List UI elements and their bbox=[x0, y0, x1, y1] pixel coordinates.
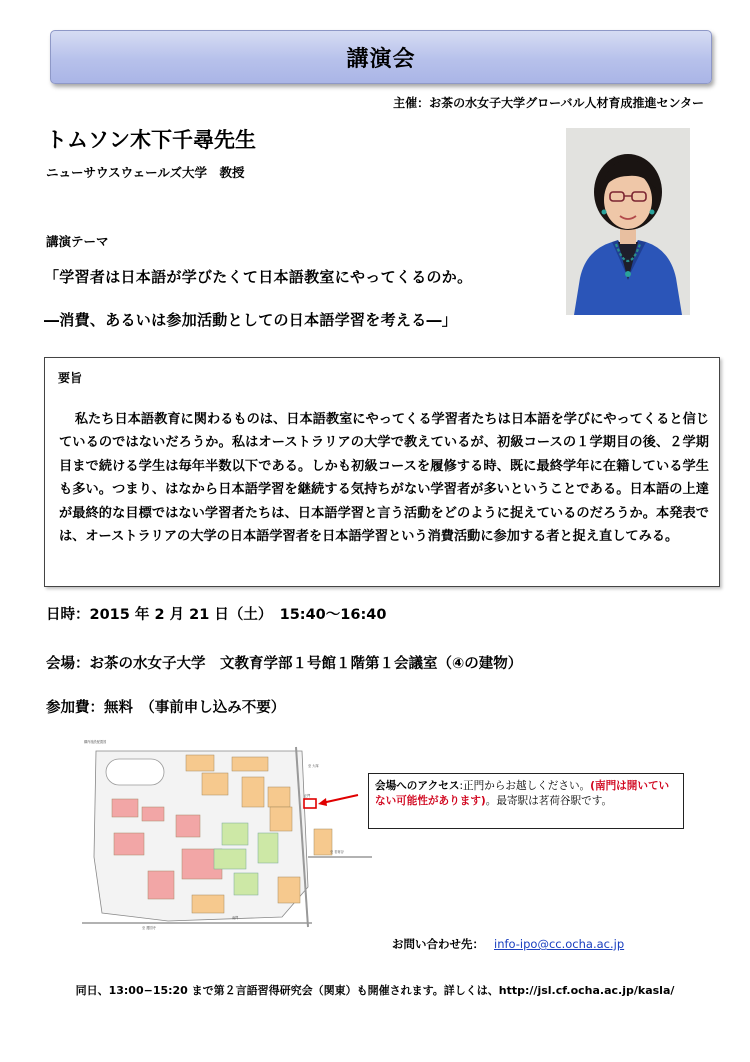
event-fee: 参加費：無料 （事前申し込み不要） bbox=[46, 700, 286, 716]
abstract-text: 私たち日本語教育に関わるものは、日本語教室にやってくる学習者たちは日本語を学びにやってくると信じているのではないだろうか。私はオーストラリアの大学で教えているが、初級コースの１学期目の後、２学期目まで続ける学生は毎年半数以下である。しかも初級コースを履修する時、既に最終学年に在籍している学生も多い。つまり、はなから日本語学習を継続する気持ちがない学習者が多いということである。日本語の上達が最終的な目標ではない学習者たちは、日本語学習と言う活動をどのように捉えているのだろうか。本発表では、オーストラリアの大学の日本語学習者を日本語学習という消費活動に参加する者と捉え直してみる。 bbox=[59, 412, 709, 545]
main-gate-marker bbox=[304, 799, 316, 808]
map-label-gokokuji: 至 護国寺 bbox=[142, 926, 156, 930]
map-label-title: 構内施設配置図 bbox=[84, 740, 107, 744]
footer-note: 同日、13:00−15:20 まで第２言語習得研究会（関東）も開催されます。詳しくは、http://jsl.cf.ocha.ac.jp/kasla/ bbox=[75, 984, 675, 997]
page-title: 講演会 bbox=[346, 46, 416, 72]
access-text-2: 。最寄駅は茗荷谷駅です。 bbox=[485, 794, 613, 807]
contact-label: お問い合わせ先： bbox=[392, 937, 484, 951]
campus-map bbox=[82, 737, 374, 930]
speaker-affiliation: ニューサウスウェールズ大学 教授 bbox=[46, 165, 245, 180]
contact-line bbox=[392, 936, 624, 952]
abstract-label: 要旨 bbox=[58, 371, 83, 385]
access-warning: (南門は開いていない可能性があります) bbox=[375, 780, 670, 807]
speaker-name: トムソン木下千尋先生 bbox=[46, 128, 256, 152]
map-label-gate: 正門 bbox=[304, 794, 311, 798]
access-note bbox=[368, 773, 684, 829]
abstract-box bbox=[44, 357, 720, 587]
theme-line-1: 「学習者は日本語が学びたくて日本語教室にやってくるのか。 bbox=[44, 268, 473, 286]
access-label: 会場へのアクセス bbox=[375, 780, 460, 792]
event-datetime: 日時：2015 年 2 月 21 日（土） 15:40～16:40 bbox=[46, 607, 387, 623]
title-banner bbox=[50, 30, 712, 84]
organizer-line: 主催：お茶の水女子大学グローバル人材育成推進センター bbox=[393, 96, 704, 110]
event-venue: 会場：お茶の水女子大学 文教育学部１号館１階第１会議室（④の建物） bbox=[46, 656, 523, 672]
map-label-myogadani: 至 茗荷谷 bbox=[330, 850, 344, 854]
speaker-photo bbox=[566, 128, 690, 315]
theme-label: 講演テーマ bbox=[46, 234, 109, 249]
theme-line-2: ―消費、あるいは参加活動としての日本語学習を考える―」 bbox=[44, 311, 458, 329]
contact-email-link[interactable]: info-ipo@cc.ocha.ac.jp bbox=[494, 937, 625, 951]
access-text-1: :正門からお越しください。 bbox=[459, 780, 591, 792]
map-label-otsuka: 至 大塚 bbox=[308, 764, 319, 768]
map-label-south-gate: 南門 bbox=[232, 916, 239, 920]
